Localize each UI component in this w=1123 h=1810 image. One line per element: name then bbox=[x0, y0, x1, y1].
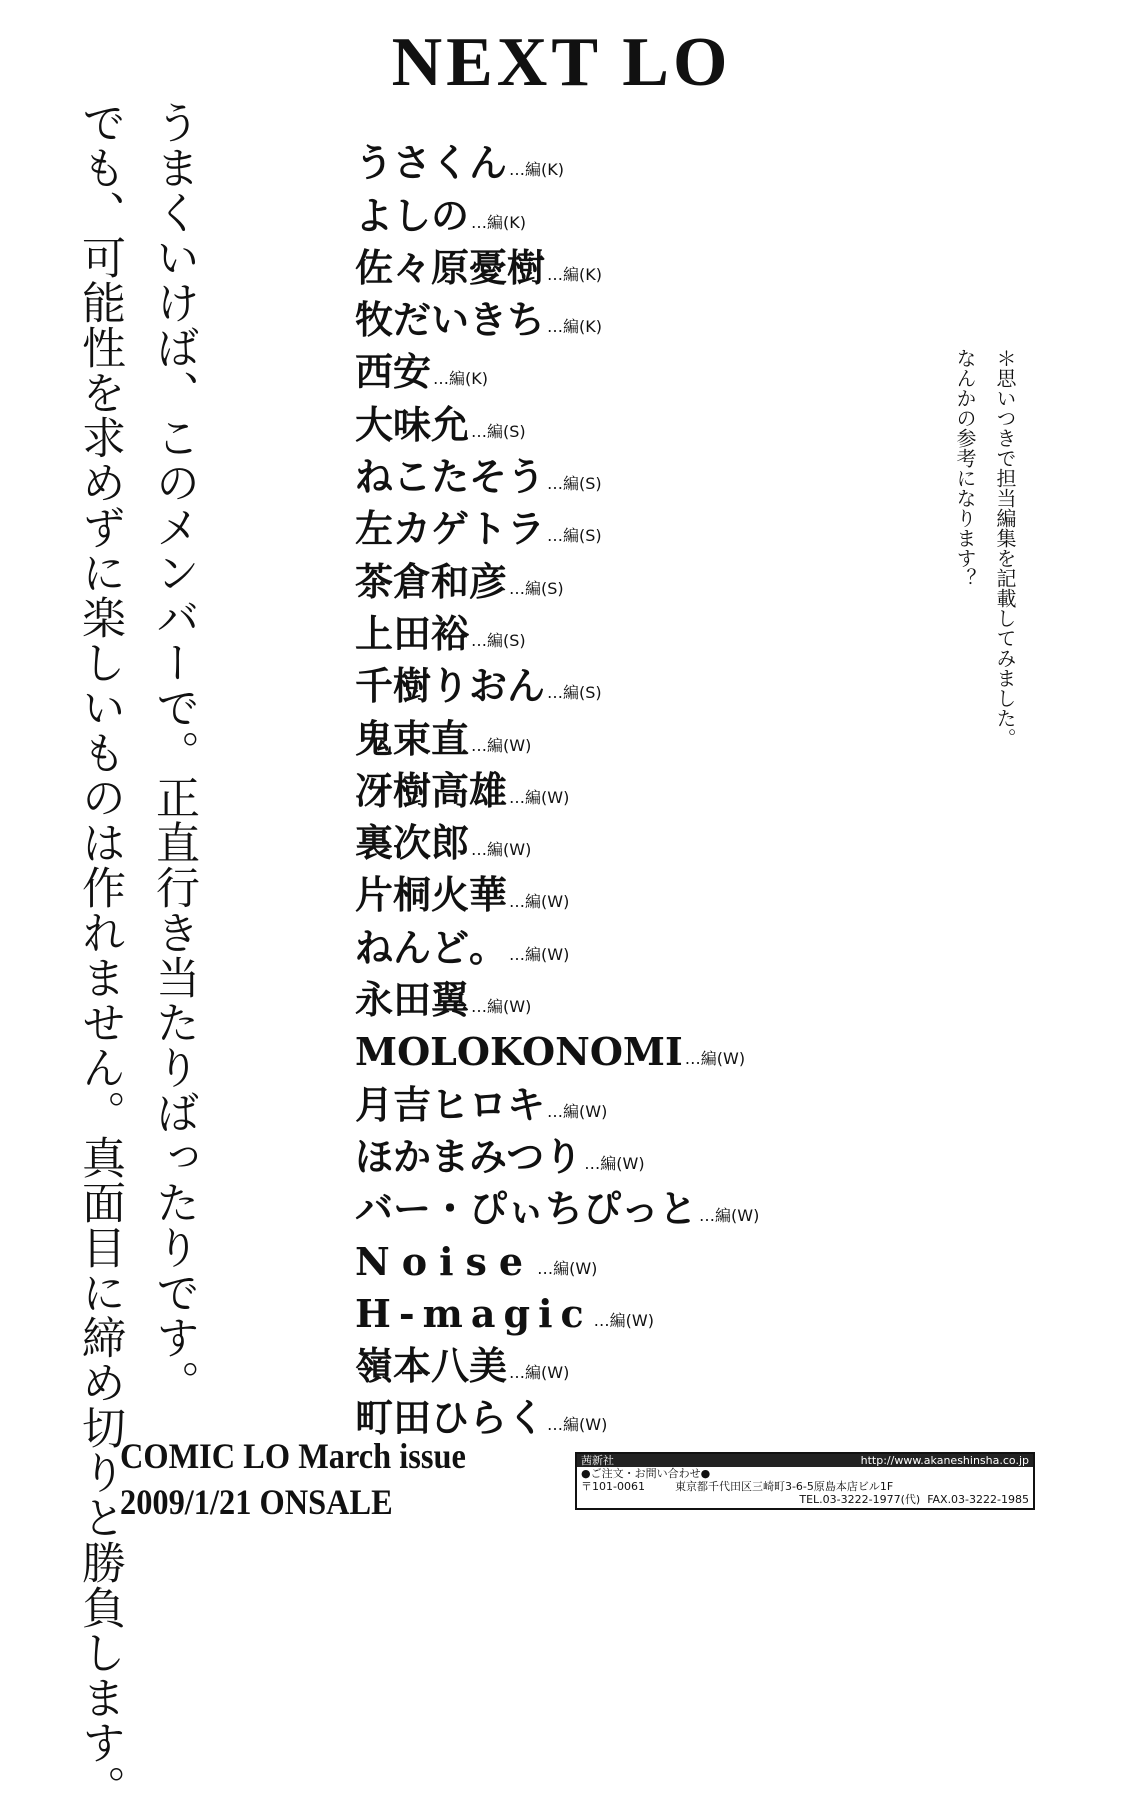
editor-label: …編(W) bbox=[509, 944, 570, 964]
creator-name: うさくん bbox=[355, 140, 508, 186]
creator-name: 千樹りおん bbox=[355, 663, 546, 709]
editor-note bbox=[945, 348, 1025, 1148]
publisher-contact: ●ご注文・お問い合わせ● bbox=[581, 1467, 711, 1480]
editor-label: …編(W) bbox=[593, 1310, 654, 1330]
creator-name: 茶倉和彦 bbox=[355, 558, 508, 604]
publisher-name: 茜新社 bbox=[581, 1454, 614, 1467]
creator-name: Noise bbox=[355, 1238, 536, 1284]
editor-label: …編(W) bbox=[584, 1153, 645, 1173]
creator-item bbox=[355, 1281, 759, 1336]
creator-item bbox=[355, 444, 759, 500]
editor-label: …編(K) bbox=[547, 317, 602, 337]
publisher-box bbox=[575, 1452, 1035, 1510]
creator-item bbox=[355, 1176, 760, 1232]
editor-label: …編(K) bbox=[547, 264, 602, 284]
editor-label: …編(S) bbox=[471, 421, 526, 441]
publisher-address: 東京都千代田区三崎町3-6-5原島本店ビル1F bbox=[674, 1480, 894, 1493]
editor-label: …編(W) bbox=[699, 1206, 760, 1226]
publisher-phone-row bbox=[577, 1493, 1033, 1506]
creator-name: 裏次郎 bbox=[355, 820, 470, 866]
creator-name: 大味允 bbox=[355, 401, 470, 447]
creator-name: 嶺本八美 bbox=[355, 1343, 508, 1389]
creator-item bbox=[355, 287, 759, 343]
editor-label: …編(K) bbox=[433, 369, 488, 389]
creator-item bbox=[355, 1124, 759, 1179]
creator-item bbox=[355, 391, 759, 447]
creator-item bbox=[355, 758, 759, 813]
publisher-address-row bbox=[577, 1480, 1033, 1493]
publisher-header bbox=[577, 1454, 1033, 1467]
editor-label: …編(S) bbox=[547, 683, 602, 703]
editor-label: …編(S) bbox=[471, 630, 526, 650]
publisher-url: http://www.akaneshinsha.co.jp bbox=[860, 1454, 1029, 1467]
creator-item bbox=[355, 496, 759, 552]
creator-item bbox=[355, 1385, 759, 1441]
creator-name: 西安 bbox=[355, 349, 432, 395]
publisher-postal: 〒101-0061 bbox=[581, 1480, 645, 1493]
message-line: でも、可能性を求めずに楽しいものは作れません。真面目に締め切りと勝負します。 bbox=[74, 100, 125, 1810]
creator-name: 左カゲトラ bbox=[355, 506, 546, 552]
note-line: ＊思いつきで担当編集を記載してみました。 bbox=[993, 348, 1017, 748]
creator-item bbox=[355, 810, 759, 866]
creator-item bbox=[355, 862, 759, 918]
editor-label: …編(S) bbox=[547, 526, 602, 546]
editor-label: …編(W) bbox=[471, 735, 532, 755]
creator-name: H-magic bbox=[355, 1290, 592, 1336]
creator-name: 牧だいきち bbox=[355, 297, 546, 343]
issue-date: 2009/1/21 ONSALE bbox=[120, 1482, 393, 1522]
publisher-fax: FAX.03-3222-1985 bbox=[927, 1493, 1029, 1506]
creator-name: ねこたそう bbox=[355, 454, 546, 500]
editor-label: …編(K) bbox=[509, 160, 564, 180]
editor-label: …編(W) bbox=[537, 1258, 598, 1278]
editor-label: …編(W) bbox=[509, 892, 570, 912]
creator-item bbox=[355, 1333, 759, 1389]
editor-label: …編(S) bbox=[509, 578, 564, 598]
creator-item bbox=[355, 235, 759, 290]
creator-name: MOLOKONOMI bbox=[355, 1029, 683, 1075]
editor-label: …編(S) bbox=[547, 474, 602, 494]
creator-name: よしの bbox=[355, 192, 470, 238]
issue-info bbox=[120, 1433, 466, 1525]
creator-item bbox=[355, 653, 759, 709]
creator-item bbox=[355, 182, 759, 238]
editor-label: …編(K) bbox=[471, 212, 526, 232]
creator-item bbox=[355, 914, 759, 970]
page-title: NEXT LO bbox=[391, 24, 732, 101]
creator-item bbox=[355, 1228, 759, 1284]
creator-item bbox=[355, 1019, 759, 1075]
issue-title: COMIC LO March issue bbox=[120, 1436, 466, 1476]
creator-name: 片桐火華 bbox=[355, 872, 508, 918]
creator-item bbox=[355, 339, 759, 395]
creator-name: 永田翼 bbox=[355, 977, 470, 1023]
creator-name: 冴樹高雄 bbox=[355, 767, 508, 813]
creator-item bbox=[355, 130, 759, 186]
creator-name: 佐々原憂樹 bbox=[355, 244, 546, 290]
creator-item bbox=[355, 967, 759, 1023]
creator-name: 月吉ヒロキ bbox=[355, 1081, 546, 1127]
creator-list bbox=[355, 130, 760, 1441]
creator-name: ほかまみつり bbox=[355, 1133, 583, 1179]
creator-name: ねんど。 bbox=[355, 924, 508, 970]
editor-label: …編(W) bbox=[684, 1049, 746, 1069]
creator-name: 鬼束直 bbox=[355, 715, 470, 761]
editor-label: …編(W) bbox=[547, 1415, 608, 1435]
message-line: うまくいけば、このメンバーで。正直行き当たりばったりです。 bbox=[148, 100, 199, 1405]
editor-label: …編(W) bbox=[547, 1101, 608, 1121]
creator-item bbox=[355, 601, 759, 656]
editor-label: …編(W) bbox=[471, 997, 532, 1017]
creator-item bbox=[355, 1071, 759, 1127]
announcement-message bbox=[62, 100, 210, 1810]
creator-name: バー・ぴぃちぴっと bbox=[355, 1186, 698, 1232]
creator-item bbox=[355, 705, 759, 761]
creator-item bbox=[355, 548, 759, 604]
creator-name: 上田裕 bbox=[355, 610, 470, 656]
editor-label: …編(W) bbox=[509, 787, 570, 807]
editor-label: …編(W) bbox=[509, 1363, 570, 1383]
note-line: なんかの参考になります？ bbox=[953, 348, 977, 588]
publisher-tel: TEL.03-3222-1977(代) bbox=[799, 1493, 921, 1506]
editor-label: …編(W) bbox=[471, 840, 532, 860]
creator-name: 町田ひらく bbox=[355, 1395, 546, 1441]
